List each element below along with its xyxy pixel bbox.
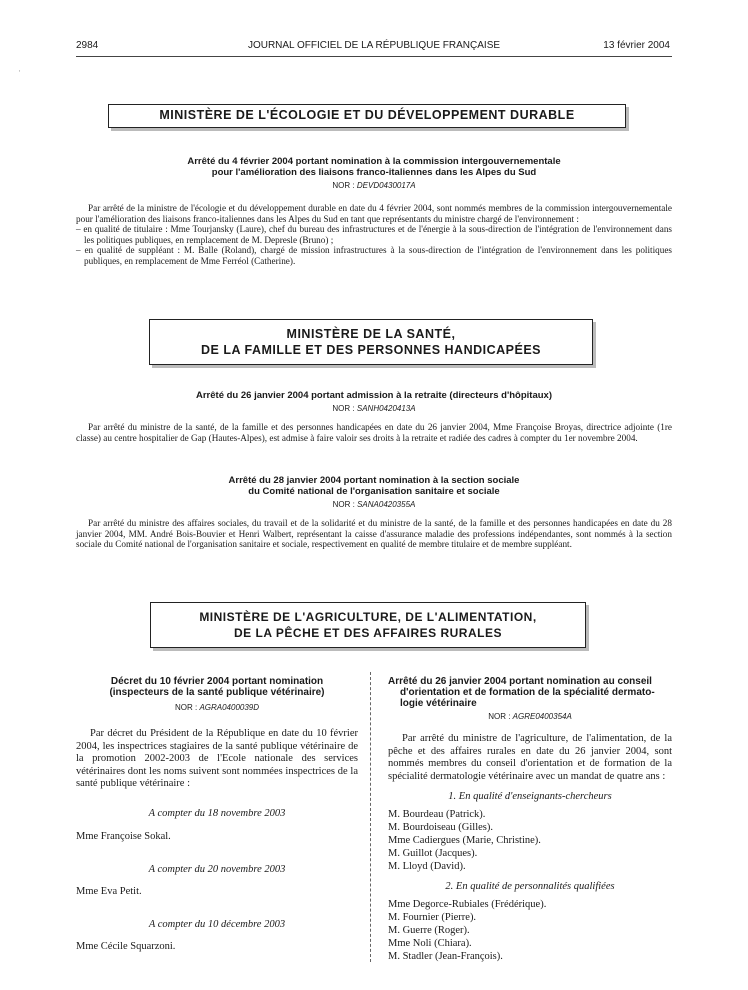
- act2-title: Arrêté du 26 janvier 2004 portant admission à la retraite (directeurs d'hôpitaux): [196, 390, 552, 401]
- page-number: 2984: [76, 40, 99, 51]
- act2-body: [76, 422, 672, 443]
- act2-nor: [76, 404, 672, 414]
- nor-label: NOR :: [174, 703, 198, 712]
- member-item: M. Stadler (Jean-François).: [388, 951, 503, 962]
- order-title-line2: d'orientation et de formation de la spécialité dermato-: [400, 687, 655, 698]
- act1-nor: [76, 181, 672, 191]
- nor-code: DEVD0430017A: [356, 181, 416, 190]
- ministry2-name-line2: DE LA FAMILLE ET DES PERSONNES HANDICAPÉES: [200, 343, 542, 357]
- act1-title-line1: Arrêté du 4 février 2004 portant nomination à la commission intergouvernementale: [187, 156, 561, 167]
- order-title-line3: logie vétérinaire: [400, 698, 477, 709]
- act1-intro: Par arrêté de la ministre de l'écologie et du développement durable en date du 4 février 2004, sont nommés membres de la commission intergouvernementale pour l'amélioration des liaisons franco-italiennes dans les Alpes du Sud en tant que représentants du ministre chargé de l'environnement :: [76, 203, 672, 224]
- ministry1-name: MINISTÈRE DE L'ÉCOLOGIE ET DU DÉVELOPPEMENT DURABLE: [159, 108, 575, 122]
- member-item: M. Guerre (Roger).: [388, 925, 470, 936]
- member-item: M. Bourdeau (Patrick).: [388, 809, 486, 820]
- decree-title: [76, 676, 358, 698]
- decree-text: Par décret du Président de la République en date du 10 février 2004, les inspectrices stagiaires de la santé publique vétérinaire de la promotion 2002-2003 de l'Ecole nationale des services vétérinaires dont les noms suivent sont nommées inspectrices de la santé publique vétérinaire :: [76, 728, 358, 789]
- order-nor: [388, 712, 672, 722]
- act1-title: [76, 156, 672, 178]
- ministry3-box: [150, 602, 586, 648]
- ministry3-name-line2: DE LA PÊCHE ET DES AFFAIRES RURALES: [234, 626, 502, 640]
- ministry2-box: [149, 319, 593, 365]
- nor-code: SANA0420355A: [357, 500, 416, 509]
- header-date: 13 février 2004: [603, 40, 670, 51]
- decree-date3: A compter du 10 décembre 2003: [148, 919, 286, 930]
- member-item: M. Lloyd (David).: [388, 861, 466, 872]
- act3-text: Par arrêté du ministre des affaires sociales, du travail et de la solidarité et du ministre de la santé, de la famille et des personnes handicapées en date du 28 janvier 2004, MM. André Bois-Bouvier et Henri Walbert, représentant la caisse d'assurance maladie des professions indépendantes, sont nommés à la section sociale du Comité national de l'organisation sanitaire et sociale, respectivement en qualité de membre titulaire et de membre suppléant.: [76, 518, 672, 549]
- nor-label: NOR :: [488, 712, 511, 721]
- ministry3-name-line1: MINISTÈRE DE L'AGRICULTURE, DE L'ALIMENTATION,: [199, 610, 537, 624]
- header-rule: [76, 56, 672, 57]
- act3-title: [76, 475, 672, 497]
- ministry2-name-line1: MINISTÈRE DE LA SANTÉ,: [286, 327, 456, 341]
- decree-date2: A compter du 20 novembre 2003: [148, 864, 286, 875]
- decree-name1: Mme Françoise Sokal.: [76, 831, 171, 842]
- nor-code: AGRA0400039D: [199, 703, 260, 712]
- decree-body: [76, 728, 358, 791]
- act1-body: [76, 203, 672, 266]
- decree-nor: [76, 703, 358, 713]
- act1-bullet2: – en qualité de suppléant : M. Balle (Roland), chargé de mission infrastructures à la sous-direction de l'intégration de l'environnement dans les politiques publiques, en remplacement de Mme Ferréol (Catherine).: [76, 245, 672, 266]
- act3-title-line2: du Comité national de l'organisation sanitaire et sociale: [248, 486, 500, 497]
- member-item: Mme Degorce-Rubiales (Frédérique).: [388, 899, 547, 910]
- member-item: M. Bourdoiseau (Gilles).: [388, 822, 493, 833]
- order-members2: [388, 898, 546, 963]
- act3-nor: [76, 500, 672, 510]
- act3-title-line1: Arrêté du 28 janvier 2004 portant nomination à la section sociale: [228, 475, 520, 486]
- decree-title-line1: Décret du 10 février 2004 portant nomination: [110, 676, 324, 687]
- decree-title-line2: (inspecteurs de la santé publique vétérinaire): [109, 687, 325, 698]
- decree-name3: Mme Cécile Squarzoni.: [76, 941, 176, 952]
- order-section1: 1. En qualité d'enseignants-chercheurs: [448, 791, 612, 802]
- nor-code: AGRE0400354A: [512, 712, 572, 721]
- order-title-line1: Arrêté du 26 janvier 2004 portant nomination au conseil: [388, 676, 652, 687]
- member-item: M. Fournier (Pierre).: [388, 912, 477, 923]
- act2-text: Par arrêté du ministre de la santé, de la famille et des personnes handicapées en date du 26 janvier 2004, Mme Françoise Broyas, directrice adjointe (1re classe) au centre hospitalier de Gap (Hautes-Alpes), est admise à faire valoir ses droits à la retraite et radiée des cadres à compter du 1er novembre 2004.: [76, 422, 672, 443]
- column-divider: [370, 672, 371, 962]
- decree-date1: A compter du 18 novembre 2003: [148, 808, 286, 819]
- order-text: Par arrêté du ministre de l'agriculture, de l'alimentation, de la pêche et des affaires rurales en date du 26 janvier 2004, sont nommés membres du conseil d'orientation et de formation de la spécialité dermatologie vétérinaire avec un mandat de quatre ans :: [388, 733, 672, 782]
- ministry1-box: [108, 104, 626, 128]
- order-body: [388, 733, 672, 783]
- member-item: Mme Noli (Chiara).: [388, 938, 472, 949]
- nor-code: SANH0420413A: [356, 404, 416, 413]
- order-members1: [388, 808, 541, 873]
- act1-bullet1: – en qualité de titulaire : Mme Tourjansky (Laure), chef du bureau des infrastructures et de l'énergie à la sous-direction de l'intégration de l'environnement dans les politiques publiques, en remplacement de M. Depresle (Bruno) ;: [76, 224, 672, 245]
- decree-name2: Mme Eva Petit.: [76, 886, 142, 897]
- member-item: Mme Cadiergues (Marie, Christine).: [388, 835, 541, 846]
- order-title: [388, 676, 672, 709]
- nor-label: NOR :: [332, 500, 355, 509]
- act3-body: [76, 518, 672, 550]
- margin-mark: ·: [18, 66, 21, 76]
- act1-title-line2: pour l'amélioration des liaisons franco-italiennes dans les Alpes du Sud: [211, 167, 537, 178]
- nor-label: NOR :: [332, 181, 355, 190]
- member-item: M. Guillot (Jacques).: [388, 848, 478, 859]
- nor-label: NOR :: [332, 404, 355, 413]
- order-section2: 2. En qualité de personnalités qualifiées: [445, 881, 615, 892]
- journal-title: JOURNAL OFFICIEL DE LA RÉPUBLIQUE FRANÇAISE: [247, 40, 501, 51]
